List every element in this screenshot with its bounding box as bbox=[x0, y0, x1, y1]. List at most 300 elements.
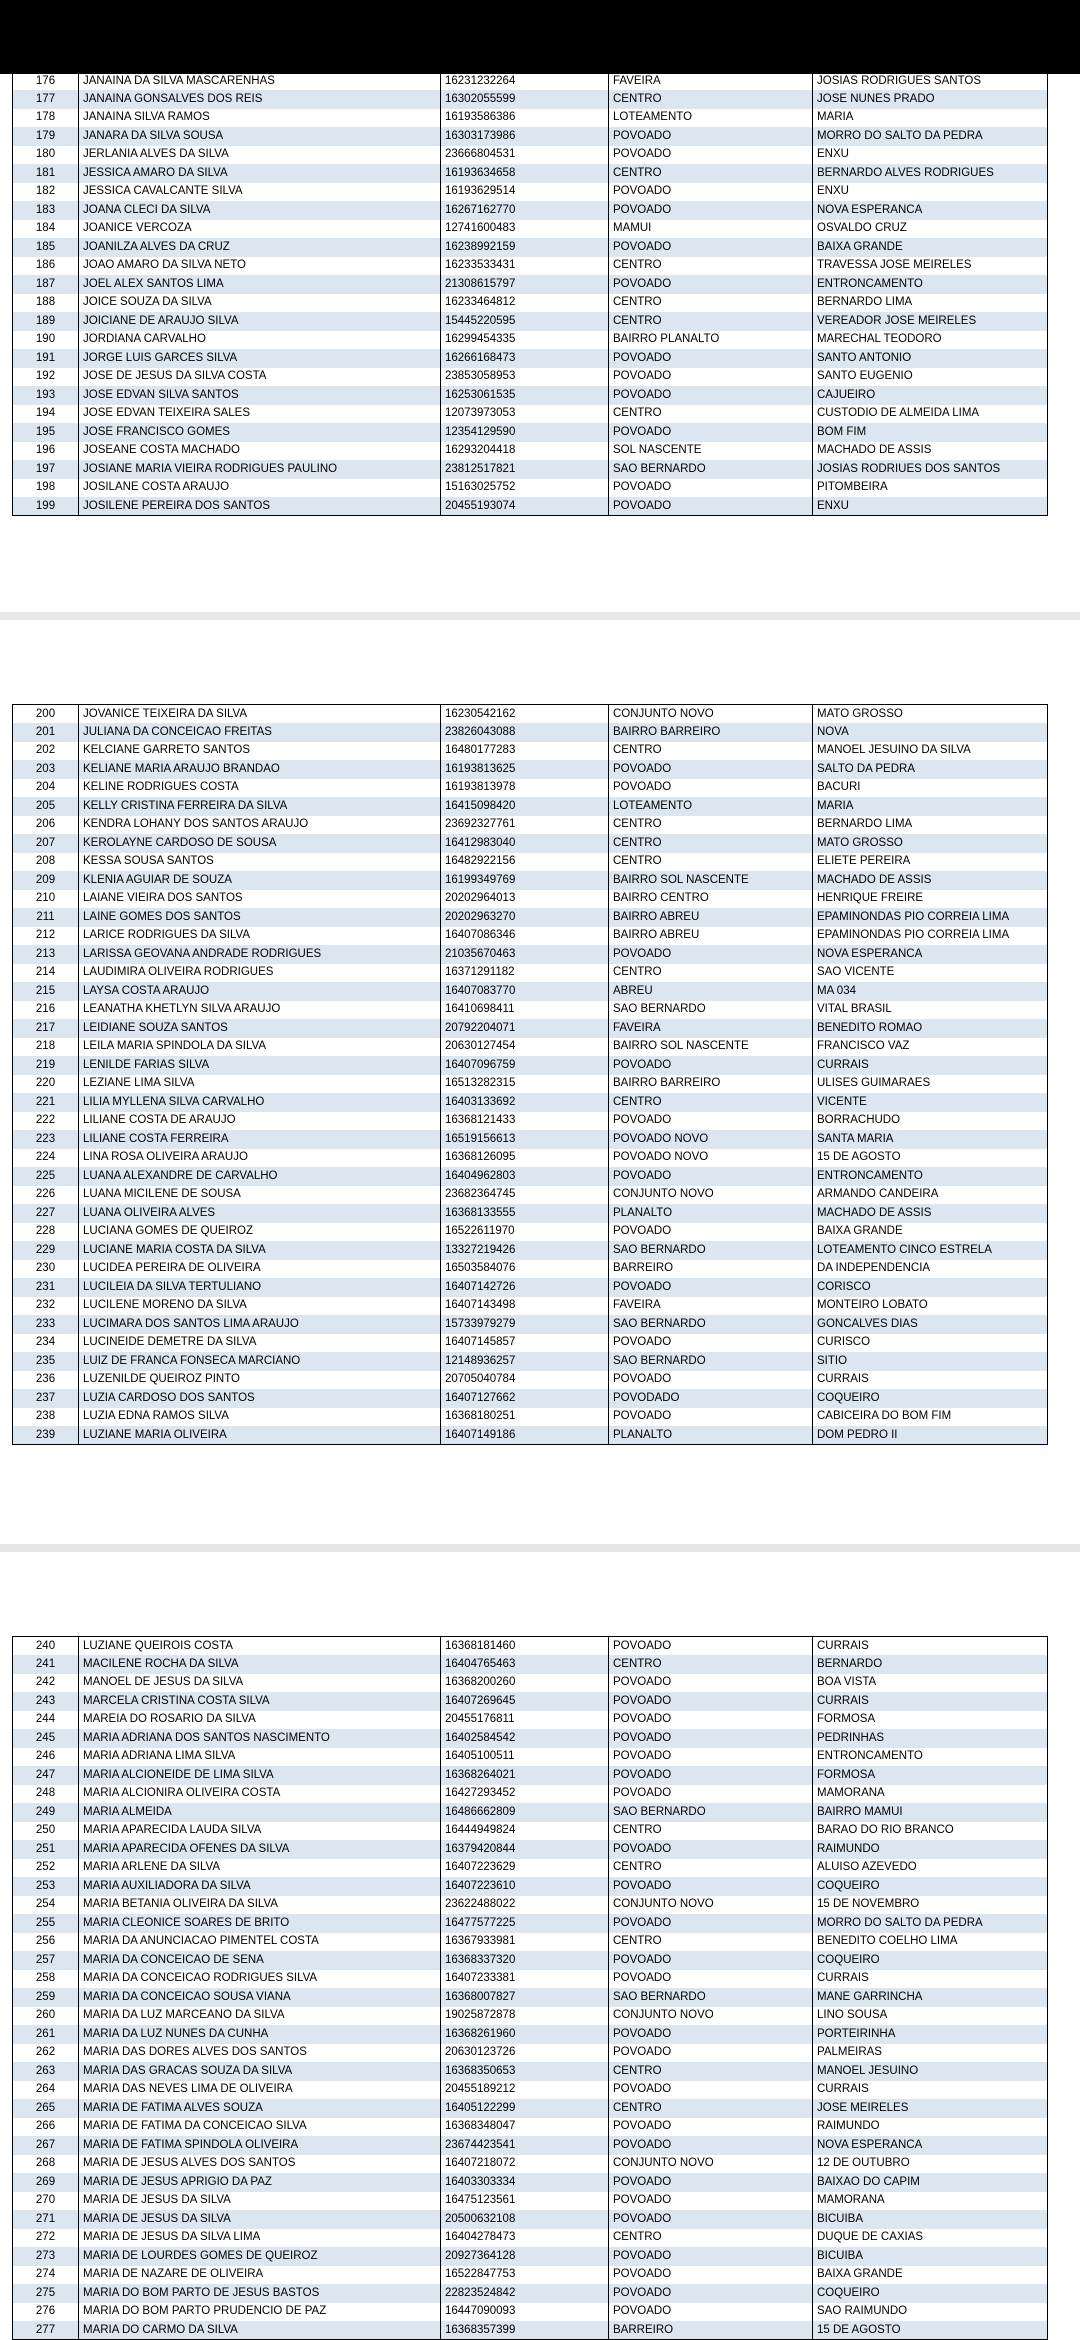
neighborhood: PLANALTO bbox=[609, 1426, 813, 1445]
row-number: 178 bbox=[13, 109, 79, 128]
person-name: JOICE SOUZA DA SILVA bbox=[79, 294, 441, 313]
person-name: LUANA OLIVEIRA ALVES bbox=[79, 1204, 441, 1223]
table-row bbox=[13, 1914, 1048, 1933]
row-number: 264 bbox=[13, 2081, 79, 2100]
street: BICUIBA bbox=[813, 2247, 1048, 2266]
neighborhood: POVOADO bbox=[609, 1711, 813, 1730]
street: CURRAIS bbox=[813, 1371, 1048, 1390]
street: MORRO DO SALTO DA PEDRA bbox=[813, 127, 1048, 146]
registration-number: 20705040784 bbox=[441, 1371, 609, 1390]
street: CURRAIS bbox=[813, 1692, 1048, 1711]
table-row bbox=[13, 1840, 1048, 1859]
table-row bbox=[13, 368, 1048, 387]
document-page-1 bbox=[0, 0, 1080, 612]
registration-number: 16407096759 bbox=[441, 1056, 609, 1075]
registration-number: 12741600483 bbox=[441, 220, 609, 239]
street: CURRAIS bbox=[813, 2081, 1048, 2100]
neighborhood: CENTRO bbox=[609, 405, 813, 424]
neighborhood: LOTEAMENTO bbox=[609, 109, 813, 128]
person-name: MARIA DO CARMO DA SILVA bbox=[79, 2321, 441, 2340]
street: COQUEIRO bbox=[813, 1389, 1048, 1408]
table-row bbox=[13, 1334, 1048, 1353]
row-number: 275 bbox=[13, 2284, 79, 2303]
neighborhood: POVOADO bbox=[609, 1371, 813, 1390]
neighborhood: SAO BERNARDO bbox=[609, 1803, 813, 1822]
neighborhood: POVOADO bbox=[609, 2210, 813, 2229]
row-number: 271 bbox=[13, 2210, 79, 2229]
registration-number: 16368264021 bbox=[441, 1766, 609, 1785]
row-number: 212 bbox=[13, 927, 79, 946]
row-number: 243 bbox=[13, 1692, 79, 1711]
street: PALMEIRAS bbox=[813, 2044, 1048, 2063]
person-name: LUZIA EDNA RAMOS SILVA bbox=[79, 1408, 441, 1427]
neighborhood: POVOADO bbox=[609, 1766, 813, 1785]
person-name: MARIA DE LOURDES GOMES DE QUEIROZ bbox=[79, 2247, 441, 2266]
registration-number: 16267162770 bbox=[441, 201, 609, 220]
neighborhood: SAO BERNARDO bbox=[609, 1315, 813, 1334]
neighborhood: POVOADO bbox=[609, 127, 813, 146]
neighborhood: BAIRRO PLANALTO bbox=[609, 331, 813, 350]
row-number: 192 bbox=[13, 368, 79, 387]
person-name: KENDRA LOHANY DOS SANTOS ARAUJO bbox=[79, 816, 441, 835]
table-row bbox=[13, 331, 1048, 350]
person-name: LAUDIMIRA OLIVEIRA RODRIGUES bbox=[79, 964, 441, 983]
person-name: LUCILENE MORENO DA SILVA bbox=[79, 1297, 441, 1316]
person-name: MARIA DE JESUS DA SILVA bbox=[79, 2192, 441, 2211]
street: NOVA ESPERANCA bbox=[813, 201, 1048, 220]
registration-number: 23692327761 bbox=[441, 816, 609, 835]
table-row bbox=[13, 1988, 1048, 2007]
table-row bbox=[13, 1951, 1048, 1970]
row-number: 245 bbox=[13, 1729, 79, 1748]
table-row bbox=[13, 294, 1048, 313]
neighborhood: CENTRO bbox=[609, 2229, 813, 2248]
row-number: 235 bbox=[13, 1352, 79, 1371]
street: BAIXA GRANDE bbox=[813, 1223, 1048, 1242]
street: SAO RAIMUNDO bbox=[813, 2303, 1048, 2322]
table-row bbox=[13, 72, 1048, 91]
table-row bbox=[13, 1859, 1048, 1878]
neighborhood: CONJUNTO NOVO bbox=[609, 2155, 813, 2174]
street: MATO GROSSO bbox=[813, 705, 1048, 724]
row-number: 211 bbox=[13, 908, 79, 927]
row-number: 217 bbox=[13, 1019, 79, 1038]
row-number: 240 bbox=[13, 1637, 79, 1656]
row-number: 197 bbox=[13, 460, 79, 479]
row-number: 183 bbox=[13, 201, 79, 220]
neighborhood: CONJUNTO NOVO bbox=[609, 705, 813, 724]
table-row bbox=[13, 1785, 1048, 1804]
neighborhood: POVOADO bbox=[609, 2284, 813, 2303]
table-row bbox=[13, 945, 1048, 964]
person-name: JOICIANE DE ARAUJO SILVA bbox=[79, 312, 441, 331]
person-name: LUCIMARA DOS SANTOS LIMA ARAUJO bbox=[79, 1315, 441, 1334]
neighborhood: ABREU bbox=[609, 982, 813, 1001]
row-number: 216 bbox=[13, 1001, 79, 1020]
table-row bbox=[13, 1389, 1048, 1408]
neighborhood: CENTRO bbox=[609, 834, 813, 853]
registration-number: 16427293452 bbox=[441, 1785, 609, 1804]
neighborhood: FAVEIRA bbox=[609, 72, 813, 91]
registration-number: 15445220595 bbox=[441, 312, 609, 331]
table-row bbox=[13, 1241, 1048, 1260]
neighborhood: FAVEIRA bbox=[609, 1019, 813, 1038]
person-name: LUANA ALEXANDRE DE CARVALHO bbox=[79, 1167, 441, 1186]
person-name: LUCIANE MARIA COSTA DA SILVA bbox=[79, 1241, 441, 1260]
registration-number: 15733979279 bbox=[441, 1315, 609, 1334]
row-number: 177 bbox=[13, 90, 79, 109]
registration-number: 16447090093 bbox=[441, 2303, 609, 2322]
table-row bbox=[13, 2062, 1048, 2081]
person-name: LEZIANE LIMA SILVA bbox=[79, 1075, 441, 1094]
person-name: LEANATHA KHETLYN SILVA ARAUJO bbox=[79, 1001, 441, 1020]
registration-number: 16522611970 bbox=[441, 1223, 609, 1242]
person-name: JOSILENE PEREIRA DOS SANTOS bbox=[79, 497, 441, 516]
table-row bbox=[13, 1766, 1048, 1785]
table-row bbox=[13, 1297, 1048, 1316]
row-number: 204 bbox=[13, 779, 79, 798]
row-number: 268 bbox=[13, 2155, 79, 2174]
neighborhood: POVOADO bbox=[609, 1056, 813, 1075]
row-number: 225 bbox=[13, 1167, 79, 1186]
street: DA INDEPENDENCIA bbox=[813, 1260, 1048, 1279]
person-name: LUCIDEA PEREIRA DE OLIVEIRA bbox=[79, 1260, 441, 1279]
neighborhood: CONJUNTO NOVO bbox=[609, 2007, 813, 2026]
street: MONTEIRO LOBATO bbox=[813, 1297, 1048, 1316]
table-row bbox=[13, 1204, 1048, 1223]
person-name: LAINE GOMES DOS SANTOS bbox=[79, 908, 441, 927]
person-name: JOAO AMARO DA SILVA NETO bbox=[79, 257, 441, 276]
person-name: KELLY CRISTINA FERREIRA DA SILVA bbox=[79, 797, 441, 816]
neighborhood: POVOADO bbox=[609, 2247, 813, 2266]
row-number: 241 bbox=[13, 1655, 79, 1674]
table-row bbox=[13, 816, 1048, 835]
person-name: JOSEANE COSTA MACHADO bbox=[79, 442, 441, 461]
row-number: 181 bbox=[13, 164, 79, 183]
neighborhood: POVOADO bbox=[609, 386, 813, 405]
table-row bbox=[13, 1371, 1048, 1390]
registration-number: 16193634658 bbox=[441, 164, 609, 183]
registration-number: 16405100511 bbox=[441, 1748, 609, 1767]
neighborhood: POVOADO bbox=[609, 2266, 813, 2285]
table-row bbox=[13, 1167, 1048, 1186]
row-number: 269 bbox=[13, 2173, 79, 2192]
person-name: LEIDIANE SOUZA SANTOS bbox=[79, 1019, 441, 1038]
document-page-3 bbox=[0, 1552, 1080, 2340]
registration-number: 21308615797 bbox=[441, 275, 609, 294]
page-separator bbox=[0, 612, 1080, 620]
street: BERNARDO LIMA bbox=[813, 294, 1048, 313]
person-name: MARIA DA ANUNCIACAO PIMENTEL COSTA bbox=[79, 1933, 441, 1952]
street: MAMORANA bbox=[813, 2192, 1048, 2211]
table-row bbox=[13, 964, 1048, 983]
registration-number: 16513282315 bbox=[441, 1075, 609, 1094]
person-name: MARIA ARLENE DA SILVA bbox=[79, 1859, 441, 1878]
registration-number: 16475123561 bbox=[441, 2192, 609, 2211]
neighborhood: LOTEAMENTO bbox=[609, 797, 813, 816]
street: BENEDITO COELHO LIMA bbox=[813, 1933, 1048, 1952]
person-name: MARIA DA LUZ MARCEANO DA SILVA bbox=[79, 2007, 441, 2026]
neighborhood: BAIRRO BARREIRO bbox=[609, 1075, 813, 1094]
registration-number: 20927364128 bbox=[441, 2247, 609, 2266]
registration-number: 16368180251 bbox=[441, 1408, 609, 1427]
person-name: MARIA APARECIDA LAUDA SILVA bbox=[79, 1822, 441, 1841]
table-row bbox=[13, 1637, 1048, 1656]
table-row bbox=[13, 779, 1048, 798]
registration-number: 16368126095 bbox=[441, 1149, 609, 1168]
registry-table-page-2 bbox=[12, 704, 1048, 1445]
table-row bbox=[13, 238, 1048, 257]
neighborhood: POVOADO NOVO bbox=[609, 1130, 813, 1149]
street: COQUEIRO bbox=[813, 2284, 1048, 2303]
street: BENEDITO ROMAO bbox=[813, 1019, 1048, 1038]
street: CURRAIS bbox=[813, 1056, 1048, 1075]
registration-number: 16503584076 bbox=[441, 1260, 609, 1279]
table-row bbox=[13, 2284, 1048, 2303]
neighborhood: POVOADO bbox=[609, 945, 813, 964]
table-row bbox=[13, 1933, 1048, 1952]
person-name: MARIA DO BOM PARTO PRUDENCIO DE PAZ bbox=[79, 2303, 441, 2322]
neighborhood: POVOADO bbox=[609, 1785, 813, 1804]
row-number: 208 bbox=[13, 853, 79, 872]
registration-number: 16407145857 bbox=[441, 1334, 609, 1353]
registration-number: 16368181460 bbox=[441, 1637, 609, 1656]
registration-number: 21035670463 bbox=[441, 945, 609, 964]
row-number: 252 bbox=[13, 1859, 79, 1878]
street: 15 DE NOVEMBRO bbox=[813, 1896, 1048, 1915]
person-name: MARIA CLEONICE SOARES DE BRITO bbox=[79, 1914, 441, 1933]
row-number: 242 bbox=[13, 1674, 79, 1693]
neighborhood: POVOADO bbox=[609, 760, 813, 779]
street: SANTO ANTONIO bbox=[813, 349, 1048, 368]
registration-number: 13327219426 bbox=[441, 1241, 609, 1260]
street: FORMOSA bbox=[813, 1711, 1048, 1730]
row-number: 233 bbox=[13, 1315, 79, 1334]
registration-number: 16302055599 bbox=[441, 90, 609, 109]
street: BAIXA GRANDE bbox=[813, 2266, 1048, 2285]
table-row bbox=[13, 982, 1048, 1001]
street: CUSTODIO DE ALMEIDA LIMA bbox=[813, 405, 1048, 424]
street: OSVALDO CRUZ bbox=[813, 220, 1048, 239]
registration-number: 16230542162 bbox=[441, 705, 609, 724]
street: ENTRONCAMENTO bbox=[813, 1748, 1048, 1767]
neighborhood: SAO BERNARDO bbox=[609, 1988, 813, 2007]
row-number: 248 bbox=[13, 1785, 79, 1804]
row-number: 207 bbox=[13, 834, 79, 853]
neighborhood: POVOADO bbox=[609, 275, 813, 294]
table-row bbox=[13, 201, 1048, 220]
neighborhood: POVOADO bbox=[609, 1674, 813, 1693]
row-number: 234 bbox=[13, 1334, 79, 1353]
registration-number: 23622488022 bbox=[441, 1896, 609, 1915]
person-name: KELIANE MARIA ARAUJO BRANDAO bbox=[79, 760, 441, 779]
neighborhood: CENTRO bbox=[609, 294, 813, 313]
street: BERNARDO LIMA bbox=[813, 816, 1048, 835]
street: MAMORANA bbox=[813, 1785, 1048, 1804]
registration-number: 16368007827 bbox=[441, 1988, 609, 2007]
registration-number: 16404962803 bbox=[441, 1167, 609, 1186]
street: EPAMINONDAS PIO CORREIA LIMA bbox=[813, 927, 1048, 946]
neighborhood: BARREIRO bbox=[609, 1260, 813, 1279]
person-name: LINA ROSA OLIVEIRA ARAUJO bbox=[79, 1149, 441, 1168]
registration-number: 20630127454 bbox=[441, 1038, 609, 1057]
person-name: JORGE LUIS GARCES SILVA bbox=[79, 349, 441, 368]
table-row bbox=[13, 460, 1048, 479]
street: CURRAIS bbox=[813, 1970, 1048, 1989]
registration-number: 16407269645 bbox=[441, 1692, 609, 1711]
street: VITAL BRASIL bbox=[813, 1001, 1048, 1020]
street: MACHADO DE ASSIS bbox=[813, 871, 1048, 890]
neighborhood: POVOADO bbox=[609, 1877, 813, 1896]
table-row bbox=[13, 257, 1048, 276]
person-name: LENILDE FARIAS SILVA bbox=[79, 1056, 441, 1075]
row-number: 229 bbox=[13, 1241, 79, 1260]
neighborhood: SAO BERNARDO bbox=[609, 1352, 813, 1371]
registration-number: 16415098420 bbox=[441, 797, 609, 816]
table-row bbox=[13, 1408, 1048, 1427]
street: CABICEIRA DO BOM FIM bbox=[813, 1408, 1048, 1427]
neighborhood: POVOADO bbox=[609, 1951, 813, 1970]
person-name: MARIA DE JESUS ALVES DOS SANTOS bbox=[79, 2155, 441, 2174]
table-row bbox=[13, 2321, 1048, 2340]
row-number: 255 bbox=[13, 1914, 79, 1933]
row-number: 220 bbox=[13, 1075, 79, 1094]
neighborhood: POVOADO bbox=[609, 1637, 813, 1656]
street: CAJUEIRO bbox=[813, 386, 1048, 405]
person-name: LAYSA COSTA ARAUJO bbox=[79, 982, 441, 1001]
table-row bbox=[13, 2025, 1048, 2044]
person-name: MARIA ALCIONEIDE DE LIMA SILVA bbox=[79, 1766, 441, 1785]
table-row bbox=[13, 312, 1048, 331]
table-row bbox=[13, 2210, 1048, 2229]
row-number: 258 bbox=[13, 1970, 79, 1989]
row-number: 221 bbox=[13, 1093, 79, 1112]
person-name: MARIA DE FATIMA DA CONCEICAO SILVA bbox=[79, 2118, 441, 2137]
person-name: JOSE EDVAN TEIXEIRA SALES bbox=[79, 405, 441, 424]
row-number: 262 bbox=[13, 2044, 79, 2063]
neighborhood: POVOADO bbox=[609, 1408, 813, 1427]
row-number: 244 bbox=[13, 1711, 79, 1730]
person-name: MARIA DE JESUS APRIGIO DA PAZ bbox=[79, 2173, 441, 2192]
table-row bbox=[13, 760, 1048, 779]
document-page-2 bbox=[0, 620, 1080, 1544]
neighborhood: POVOADO bbox=[609, 1112, 813, 1131]
row-number: 253 bbox=[13, 1877, 79, 1896]
registration-number: 16403303334 bbox=[441, 2173, 609, 2192]
street: BORRACHUDO bbox=[813, 1112, 1048, 1131]
street: 15 DE AGOSTO bbox=[813, 1149, 1048, 1168]
person-name: MARIA DA LUZ NUNES DA CUNHA bbox=[79, 2025, 441, 2044]
row-number: 190 bbox=[13, 331, 79, 350]
registration-number: 16367933981 bbox=[441, 1933, 609, 1952]
row-number: 185 bbox=[13, 238, 79, 257]
street: COQUEIRO bbox=[813, 1877, 1048, 1896]
table-row bbox=[13, 2007, 1048, 2026]
registration-number: 16405122299 bbox=[441, 2099, 609, 2118]
person-name: MANOEL DE JESUS DA SILVA bbox=[79, 1674, 441, 1693]
table-row bbox=[13, 1896, 1048, 1915]
row-number: 266 bbox=[13, 2118, 79, 2137]
row-number: 238 bbox=[13, 1408, 79, 1427]
person-name: LILIANE COSTA FERREIRA bbox=[79, 1130, 441, 1149]
street: EPAMINONDAS PIO CORREIA LIMA bbox=[813, 908, 1048, 927]
street: BACURI bbox=[813, 779, 1048, 798]
neighborhood: BAIRRO BARREIRO bbox=[609, 723, 813, 742]
registration-number: 23853058953 bbox=[441, 368, 609, 387]
registration-number: 16193813978 bbox=[441, 779, 609, 798]
person-name: MARIA DA CONCEICAO SOUSA VIANA bbox=[79, 1988, 441, 2007]
person-name: MARIA DAS GRACAS SOUZA DA SILVA bbox=[79, 2062, 441, 2081]
neighborhood: POVOADO bbox=[609, 1748, 813, 1767]
row-number: 247 bbox=[13, 1766, 79, 1785]
street: BAIXAO DO CAPIM bbox=[813, 2173, 1048, 2192]
neighborhood: CENTRO bbox=[609, 164, 813, 183]
person-name: LUZIA CARDOSO DOS SANTOS bbox=[79, 1389, 441, 1408]
table-row bbox=[13, 1001, 1048, 1020]
street: MANE GARRINCHA bbox=[813, 1988, 1048, 2007]
registration-number: 16379420844 bbox=[441, 1840, 609, 1859]
table-row bbox=[13, 723, 1048, 742]
street: GONCALVES DIAS bbox=[813, 1315, 1048, 1334]
table-row bbox=[13, 1278, 1048, 1297]
street: JOSIAS RODRIUES DOS SANTOS bbox=[813, 460, 1048, 479]
row-number: 227 bbox=[13, 1204, 79, 1223]
table-row bbox=[13, 853, 1048, 872]
registration-number: 12148936257 bbox=[441, 1352, 609, 1371]
street: DUQUE DE CAXIAS bbox=[813, 2229, 1048, 2248]
row-number: 230 bbox=[13, 1260, 79, 1279]
row-number: 180 bbox=[13, 146, 79, 165]
table-row bbox=[13, 164, 1048, 183]
street: 12 DE OUTUBRO bbox=[813, 2155, 1048, 2174]
table-row bbox=[13, 220, 1048, 239]
table-row bbox=[13, 1223, 1048, 1242]
neighborhood: CENTRO bbox=[609, 1655, 813, 1674]
row-number: 218 bbox=[13, 1038, 79, 1057]
row-number: 213 bbox=[13, 945, 79, 964]
row-number: 232 bbox=[13, 1297, 79, 1316]
row-number: 193 bbox=[13, 386, 79, 405]
street: MA 034 bbox=[813, 982, 1048, 1001]
person-name: MACILENE ROCHA DA SILVA bbox=[79, 1655, 441, 1674]
table-row bbox=[13, 2081, 1048, 2100]
table-row bbox=[13, 127, 1048, 146]
registration-number: 15163025752 bbox=[441, 479, 609, 498]
street: DOM PEDRO II bbox=[813, 1426, 1048, 1445]
registration-number: 16238992159 bbox=[441, 238, 609, 257]
row-number: 273 bbox=[13, 2247, 79, 2266]
row-number: 226 bbox=[13, 1186, 79, 1205]
table-row bbox=[13, 275, 1048, 294]
table-row bbox=[13, 479, 1048, 498]
neighborhood: POVOADO bbox=[609, 238, 813, 257]
neighborhood: POVOADO bbox=[609, 1970, 813, 1989]
row-number: 277 bbox=[13, 2321, 79, 2340]
neighborhood: POVOADO bbox=[609, 368, 813, 387]
street: ULISES GUIMARAES bbox=[813, 1075, 1048, 1094]
table-row bbox=[13, 2118, 1048, 2137]
row-number: 187 bbox=[13, 275, 79, 294]
street: MACHADO DE ASSIS bbox=[813, 1204, 1048, 1223]
table-row bbox=[13, 1315, 1048, 1334]
street: PEDRINHAS bbox=[813, 1729, 1048, 1748]
neighborhood: CENTRO bbox=[609, 1093, 813, 1112]
table-row bbox=[13, 386, 1048, 405]
person-name: JERLANIA ALVES DA SILVA bbox=[79, 146, 441, 165]
registration-number: 16407218072 bbox=[441, 2155, 609, 2174]
person-name: LUZIANE QUEIROIS COSTA bbox=[79, 1637, 441, 1656]
person-name: MARIA DE FATIMA ALVES SOUZA bbox=[79, 2099, 441, 2118]
